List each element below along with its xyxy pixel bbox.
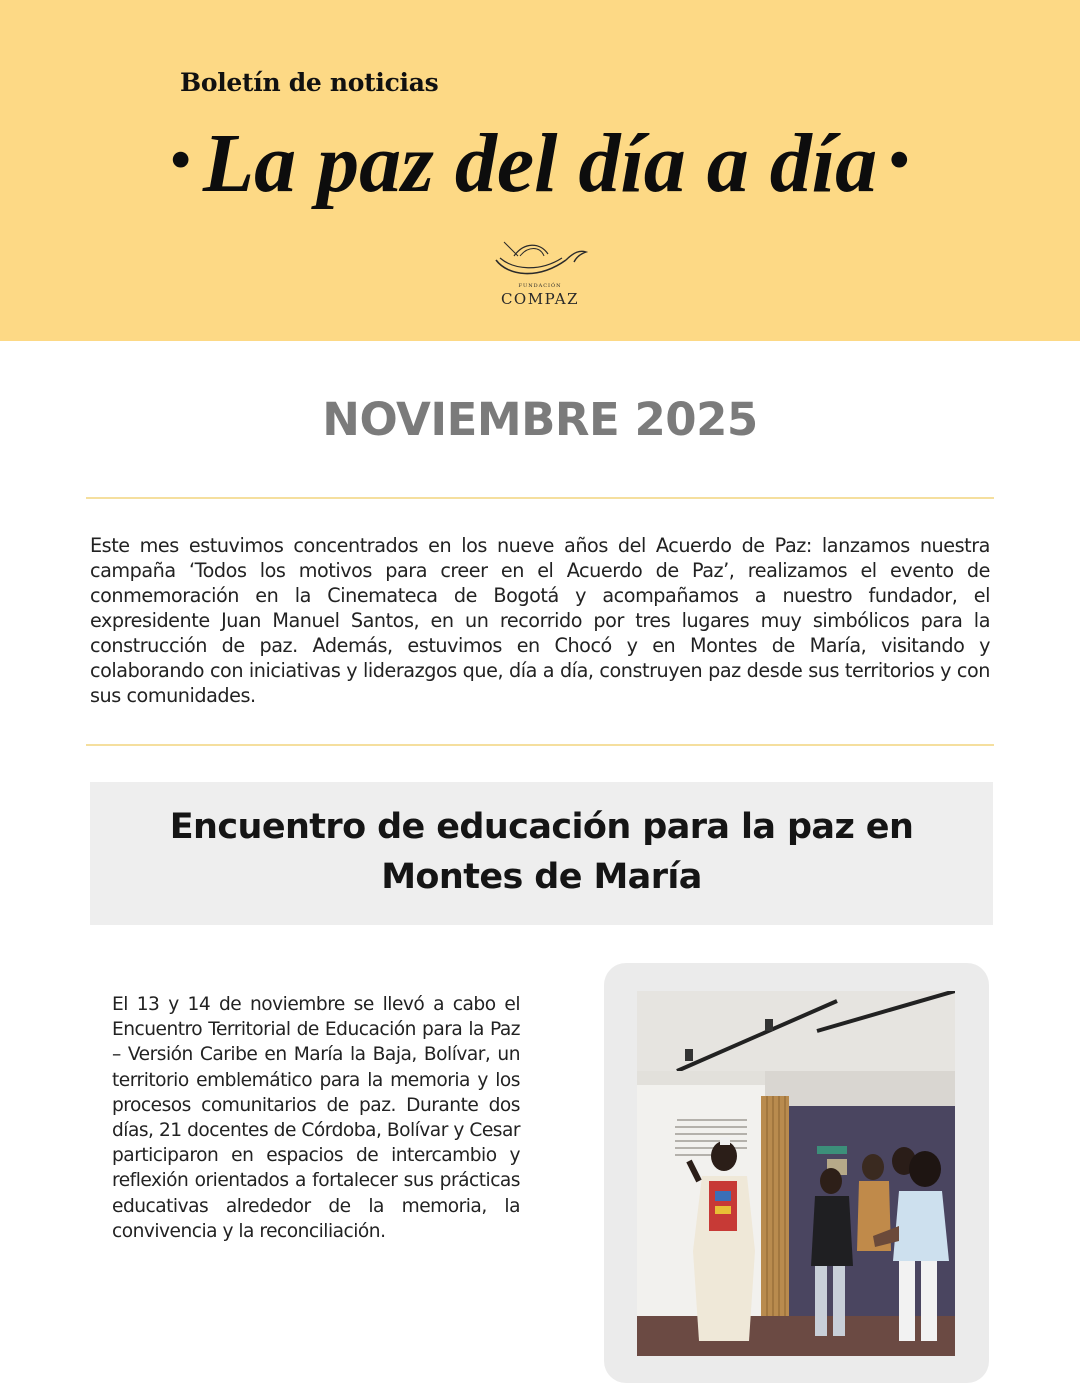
title-bullet-left: • bbox=[170, 127, 191, 192]
title-bullet-right: • bbox=[889, 127, 910, 192]
compaz-logo bbox=[480, 236, 600, 314]
newsletter-header bbox=[0, 0, 1080, 341]
intro-paragraph: Este mes estuvimos concentrados en los nueve años del Acuerdo de Paz: lanzamos nuestra campaña ‘Todos los motivos para creer en el Acuerdo de Paz’, realizamos el evento de conmemoración en la Cinemateca de Bogotá y acompañamos a nuestro fundador, el expresidente Juan Manuel Santos, en un recorrido por tres lugares muy simbólicos para la construcción de paz. Además, estuvimos en Chocó y en Montes de María, visitando y colaborando con iniciativas y liderazgos que, día a día, construyen paz desde sus territorios y con sus comunidades. bbox=[90, 534, 990, 707]
dove-icon bbox=[490, 236, 590, 282]
newsletter-kicker: Boletín de noticias bbox=[180, 68, 439, 97]
article-title bbox=[90, 802, 993, 902]
article-photo bbox=[637, 991, 955, 1356]
article-title-line2: Montes de María bbox=[381, 857, 702, 897]
newsletter-title bbox=[0, 112, 1080, 212]
divider-bottom bbox=[86, 744, 994, 746]
divider-top bbox=[86, 497, 994, 499]
museum-scene-image bbox=[637, 991, 955, 1356]
logo-name: COMPAZ bbox=[500, 290, 580, 308]
article-body: El 13 y 14 de noviembre se llevó a cabo el Encuentro Territorial de Educación para la Paz – Versión Caribe en María la Baja, Bolívar, un territorio emblemático para la memoria y los procesos comunitarios de paz. Durante dos días, 21 docentes de Córdoba, Bolívar y Cesar participaron en espacios de intercambio y reflexión orientados a fortalecer sus prácticas educativas alrededor de la memoria, la convivencia y la reconciliación. bbox=[112, 994, 520, 1242]
issue-month: NOVIEMBRE 2025 bbox=[322, 393, 758, 446]
article-title-line1: Encuentro de educación para la paz en bbox=[169, 807, 914, 847]
photo-card bbox=[604, 963, 989, 1383]
newsletter-title-text: La paz del día a día bbox=[202, 117, 878, 210]
logo-foundation-label: FUNDACIÓN bbox=[518, 283, 562, 289]
article-title-box bbox=[90, 782, 993, 925]
